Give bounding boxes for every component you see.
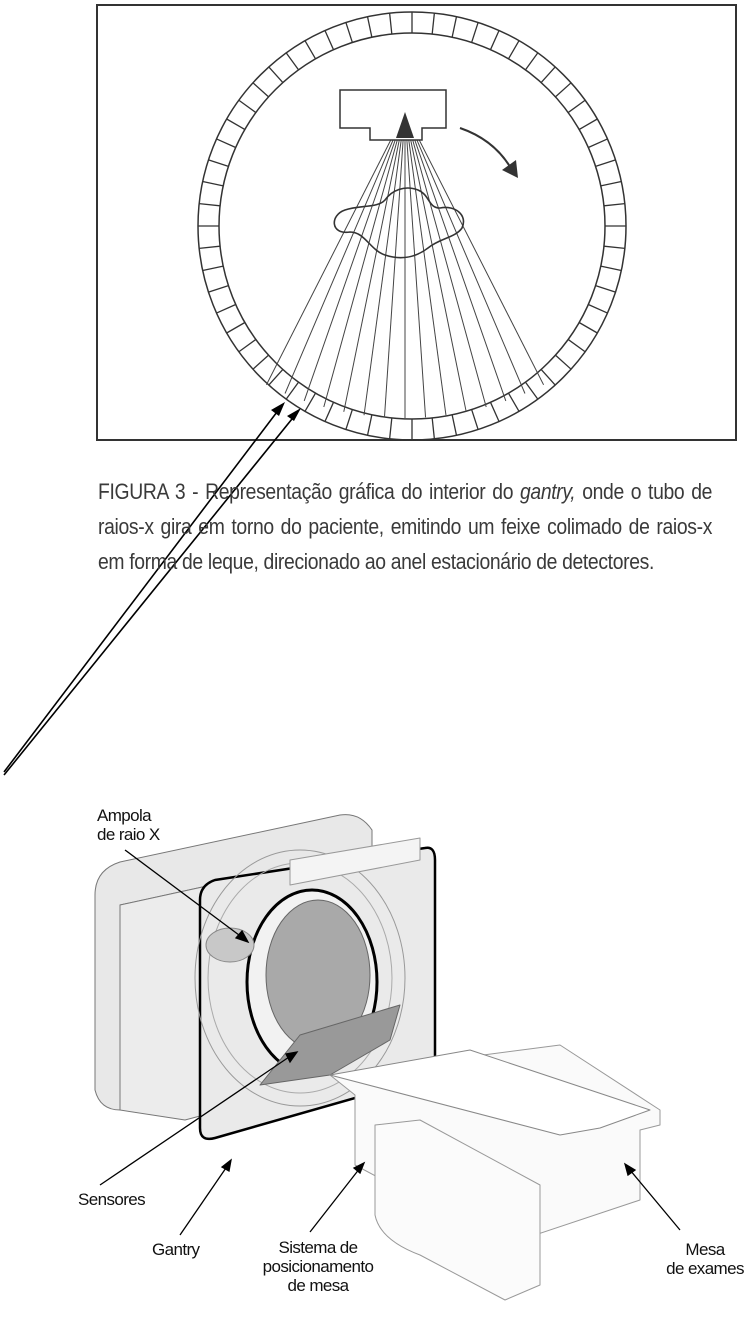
detector-segment — [368, 17, 372, 38]
detector-segment — [286, 53, 298, 70]
detector-segment — [305, 41, 316, 59]
label-line: Mesa — [685, 1240, 725, 1259]
detector-segment — [269, 67, 283, 83]
detector-segment — [525, 382, 537, 399]
detector-segment — [227, 323, 245, 334]
label-line: de exames — [666, 1259, 744, 1278]
label-line: de mesa — [287, 1276, 349, 1295]
xray-fan-beam — [266, 112, 543, 418]
detector-segment — [227, 119, 245, 130]
detector-ring-outer — [198, 12, 626, 440]
xray-beam-line — [266, 112, 405, 385]
xray-beam-line — [384, 112, 405, 417]
detector-segment — [588, 305, 607, 314]
detector-segment — [509, 393, 520, 411]
detector-segment — [604, 246, 625, 248]
label-line: posicionamento — [262, 1257, 374, 1276]
label-mesa-exames — [660, 1240, 747, 1278]
pointer-arrow-1 — [4, 408, 280, 772]
detector-segment — [579, 323, 597, 334]
detector-segment — [305, 393, 316, 411]
detector-segment — [239, 339, 256, 351]
xray-beam-line — [405, 112, 446, 415]
xray-beam-line — [405, 112, 426, 417]
xray-tube — [340, 90, 446, 140]
detector-segment — [208, 286, 228, 292]
detector-segment — [555, 83, 571, 97]
detector-segment — [368, 415, 372, 436]
label-gantry: Gantry — [152, 1240, 200, 1259]
detector-segment — [541, 67, 555, 83]
detector-segment — [472, 410, 478, 430]
xray-beam-line — [285, 112, 405, 394]
arrowhead-icon — [271, 402, 285, 416]
detector-segment — [452, 17, 456, 38]
detector-segment — [325, 402, 334, 421]
detector-segment — [253, 83, 269, 97]
figure-3-caption — [98, 474, 712, 579]
detector-segment — [325, 31, 334, 50]
detector-segment — [217, 305, 236, 314]
detector-segment — [601, 182, 622, 186]
figure-frame — [97, 5, 736, 440]
detector-segment — [491, 31, 500, 50]
detector-segment — [390, 418, 392, 439]
detector-segment — [541, 369, 555, 385]
detector-segment — [596, 286, 616, 292]
xray-beam-line — [364, 112, 405, 415]
detector-segment — [253, 355, 269, 369]
detector-segment — [203, 266, 224, 270]
detector-segment — [568, 339, 585, 351]
label-sensores: Sensores — [78, 1190, 146, 1209]
rotation-arrowhead-icon — [502, 160, 518, 178]
detector-segment — [452, 415, 456, 436]
detector-segments — [198, 12, 626, 440]
label-sistema-posicionamento — [258, 1238, 378, 1295]
detector-segment — [509, 41, 520, 59]
arrowhead-icon — [287, 408, 301, 421]
label-ampola — [97, 806, 160, 844]
ct-scanner-illustration — [95, 815, 660, 1300]
xray-beam-line — [324, 112, 405, 407]
xray-beam-line — [405, 112, 544, 385]
detector-segment — [579, 119, 597, 130]
detector-segment — [286, 382, 298, 399]
xray-beam-line — [405, 112, 525, 394]
caption-lead: FIGURA 3 - Representação gráfica do interior do — [98, 479, 514, 504]
detector-segment — [604, 204, 625, 206]
detector-segment — [203, 182, 224, 186]
detector-segment — [555, 355, 571, 369]
label-line: Sistema de — [278, 1238, 358, 1257]
detector-segment — [208, 160, 228, 166]
label-line: de raio X — [97, 825, 160, 844]
detector-segment — [239, 100, 256, 112]
detector-segment — [432, 418, 434, 439]
detector-segment — [346, 22, 352, 42]
caption-body: onde o tubo de raios-x gira em torno do paciente, emitindo um feixe colimado de raios-x em forma de leque, direcionado ao anel estacionário de detectores. — [98, 479, 713, 574]
detector-segment — [390, 13, 392, 34]
detector-segment — [472, 22, 478, 42]
detector-segment — [596, 160, 616, 166]
detector-segment — [346, 410, 352, 430]
detector-segment — [568, 100, 585, 112]
pointer-arrow-2 — [4, 414, 296, 775]
caption-italic-term: gantry, — [520, 479, 576, 504]
detector-segment — [601, 266, 622, 270]
label-line: Ampola — [97, 806, 152, 825]
xray-beam-line — [405, 112, 486, 407]
detector-segment — [525, 53, 537, 70]
detector-segment — [491, 402, 500, 421]
rotation-arrow — [460, 128, 512, 170]
detector-segment — [432, 13, 434, 34]
detector-segment — [588, 139, 607, 148]
detector-segment — [199, 204, 220, 206]
detector-segment — [217, 139, 236, 148]
detector-segment — [269, 369, 283, 385]
detector-segment — [199, 246, 220, 248]
